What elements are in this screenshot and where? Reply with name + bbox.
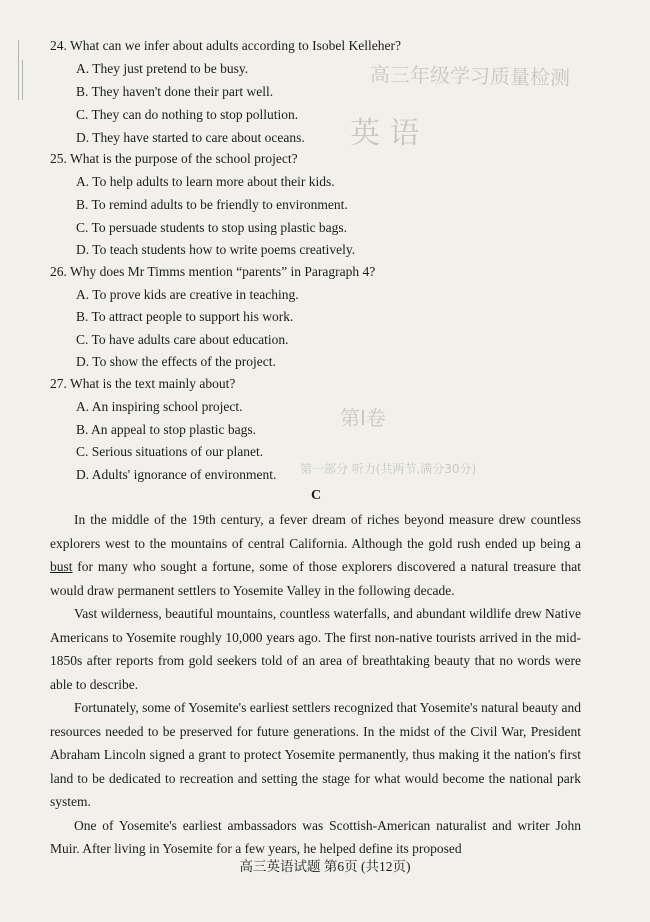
option-text: To persuade students to stop using plastic bags. (91, 220, 348, 235)
passage-paragraph: Vast wilderness, beautiful mountains, countless waterfalls, and abundant wildlife drew Native Americans to Yosemite roughly 10,000 years ago. The first non-native tourists arrived in the mid-1850s after reports from gold seekers told of an area of breathtaking beauty that no words were able to describe. (50, 606, 581, 692)
option (76, 332, 289, 348)
option (76, 467, 276, 483)
option (76, 174, 335, 190)
option-letter: B. (76, 422, 89, 437)
option-text: An appeal to stop plastic bags. (91, 422, 256, 437)
option (76, 197, 348, 213)
option-letter: D. (76, 467, 90, 482)
option-letter: C. (76, 220, 89, 235)
option-text: To remind adults to be friendly to environment. (91, 197, 348, 212)
underlined-word: bust (50, 559, 73, 574)
option (76, 84, 273, 100)
question-number: 26. (50, 264, 67, 279)
passage-text: for many who sought a fortune, some of those explorers discovered a natural treasure that would draw permanent settlers to Yosemite Valley in the following decade. (50, 559, 581, 598)
option-text: To teach students how to write poems creatively. (92, 242, 356, 257)
option-letter: D. (76, 242, 90, 257)
passage-paragraph (50, 508, 581, 602)
binding-mark (22, 60, 23, 100)
option (76, 61, 248, 77)
page-footer: 高三英语试题 第6页 (共12页) (239, 859, 411, 874)
option-letter: D. (76, 354, 90, 369)
question-number: 24. (50, 38, 67, 53)
option (76, 354, 276, 370)
question-text: What is the purpose of the school project? (70, 151, 298, 166)
bleed-through-heading: 英 语 (350, 116, 420, 151)
question-text: Why does Mr Timms mention “parents” in Paragraph 4? (70, 264, 376, 279)
option-text: They have started to care about oceans. (92, 130, 305, 145)
option-text: To attract people to support his work. (91, 309, 294, 324)
option-text: An inspiring school project. (91, 399, 243, 414)
option-letter: B. (76, 309, 89, 324)
option (76, 399, 243, 415)
option-text: Serious situations of our planet. (91, 444, 264, 459)
option (76, 242, 355, 258)
option-text: To help adults to learn more about their kids. (92, 174, 335, 189)
question-stem (50, 264, 375, 280)
option-letter: A. (76, 399, 90, 414)
bleed-through-volume: 第Ⅰ卷 (340, 406, 386, 430)
option-text: They haven't done their part well. (91, 84, 274, 99)
option-text: To prove kids are creative in teaching. (92, 287, 299, 302)
option (76, 422, 256, 438)
option (76, 107, 298, 123)
option-letter: B. (76, 84, 89, 99)
option-letter: B. (76, 197, 89, 212)
bleed-through-part: 第一部分 听力(共两节,满分30分) (300, 462, 477, 476)
option (76, 287, 299, 303)
passage-text: In the middle of the 19th century, a fever dream of riches beyond measure drew countless explorers west to the mountains of central California. Although the gold rush ended up being a (50, 512, 581, 551)
option (76, 220, 347, 236)
option (76, 130, 305, 146)
option-letter: C. (76, 444, 89, 459)
reading-passage (50, 508, 581, 861)
question-stem (50, 151, 298, 167)
option-letter: C. (76, 332, 89, 347)
option (76, 444, 263, 460)
option-text: To have adults care about education. (91, 332, 289, 347)
option-letter: A. (76, 61, 90, 76)
question-number: 25. (50, 151, 67, 166)
option (76, 309, 293, 325)
binding-mark (18, 40, 19, 100)
passage-paragraph: Fortunately, some of Yosemite's earliest settlers recognized that Yosemite's natural beauty and resources needed to be preserved for future generations. In the midst of the Civil War, President Abraham Lincoln signed a grant to protect Yosemite permanently, thus making it the nation's first land to be dedicated to recreation and setting the stage for what would become the national park system. (50, 700, 581, 809)
option-letter: C. (76, 107, 89, 122)
question-text: What is the text mainly about? (70, 376, 236, 391)
option-letter: A. (76, 174, 90, 189)
option-text: To show the effects of the project. (92, 354, 276, 369)
bleed-through-title: 高三年级学习质量检测 (369, 62, 571, 90)
option-text: They can do nothing to stop pollution. (91, 107, 299, 122)
option-text: They just pretend to be busy. (92, 61, 249, 76)
question-stem (50, 376, 235, 392)
option-text: Adults' ignorance of environment. (91, 467, 277, 482)
question-number: 27. (50, 376, 67, 391)
option-letter: A. (76, 287, 90, 302)
section-label: C (311, 488, 322, 503)
option-letter: D. (76, 130, 90, 145)
question-text: What can we infer about adults according to Isobel Kelleher? (70, 38, 402, 53)
question-stem (50, 38, 401, 54)
passage-paragraph: One of Yosemite's earliest ambassadors was Scottish-American naturalist and writer John Muir. After living in Yosemite for a few years, he helped define its proposed (50, 817, 581, 856)
